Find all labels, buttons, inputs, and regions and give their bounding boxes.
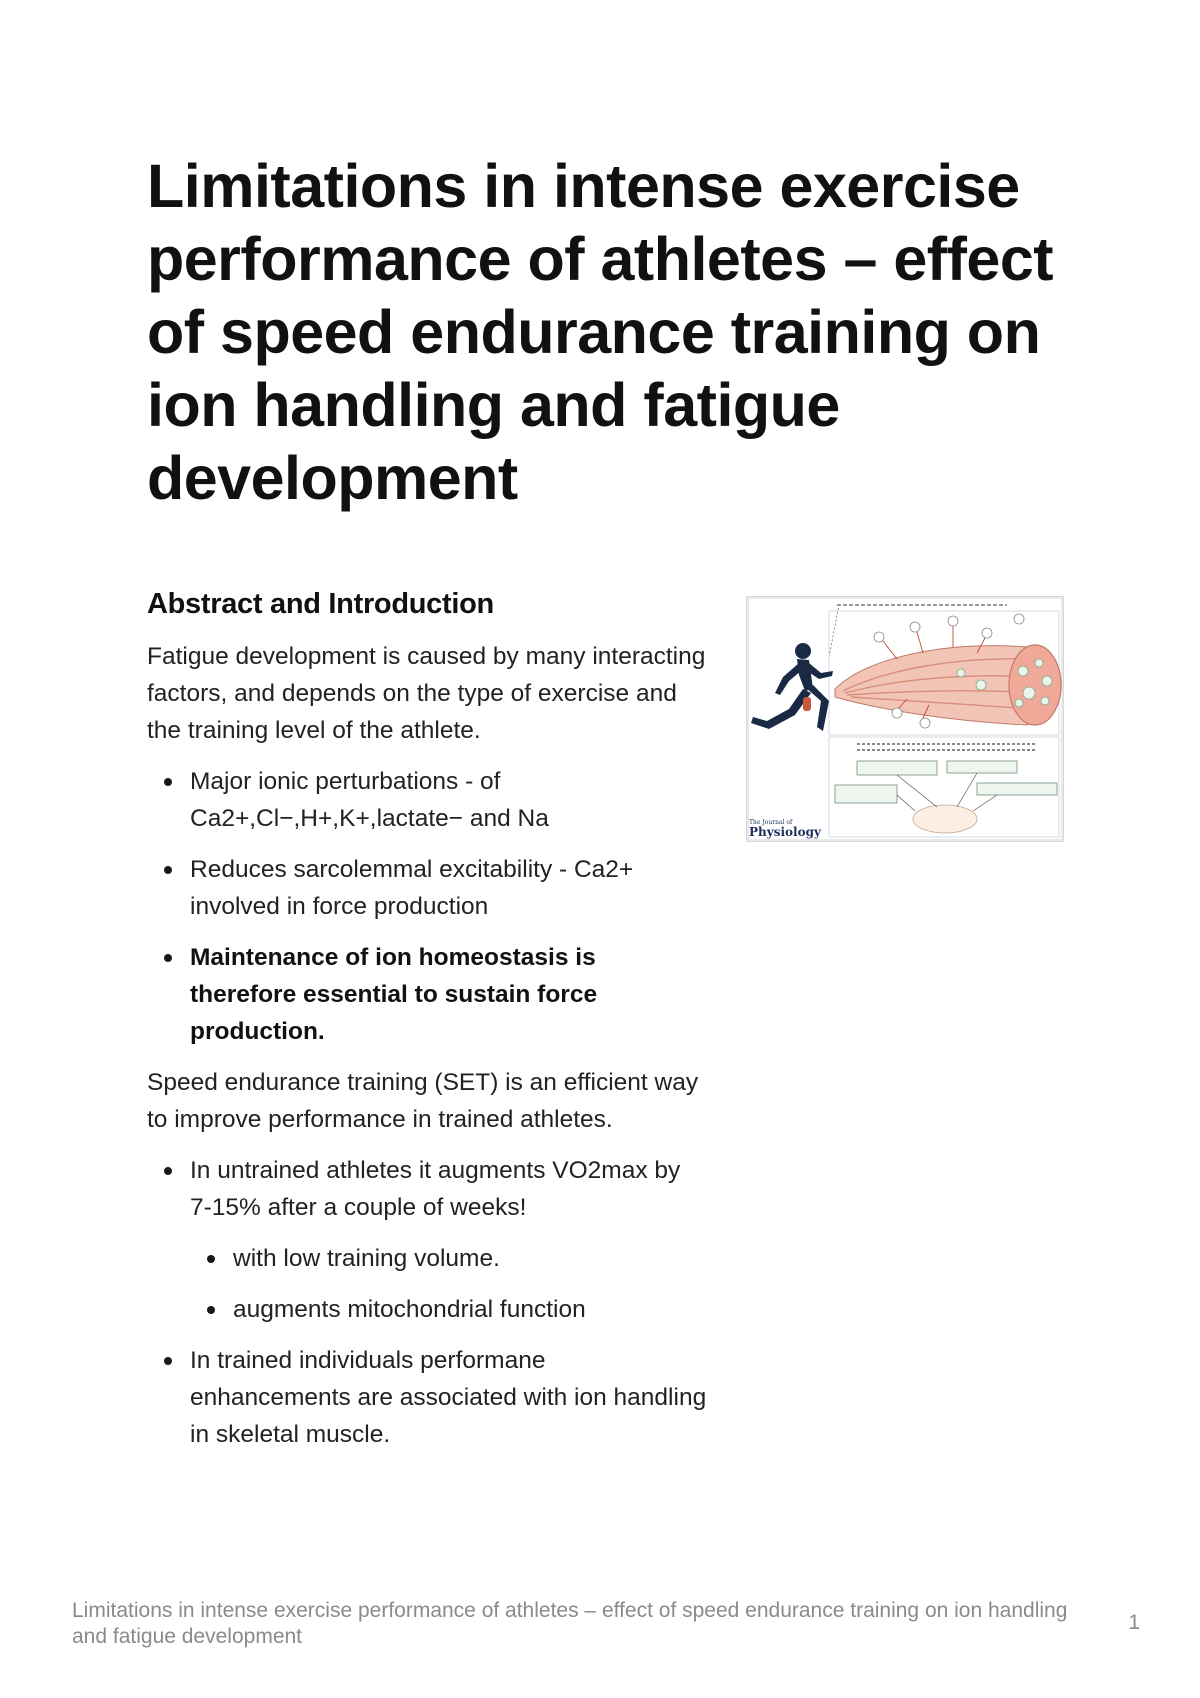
- footer-text: Limitations in intense exercise performance of athletes – effect of speed endurance training on ion handling and fatigue development: [72, 1599, 1068, 1648]
- list-item: Reduces sarcolemmal excitability - Ca2+ involved in force production: [190, 851, 707, 925]
- nested-list-item: augments mitochondrial function: [233, 1291, 707, 1328]
- list-item-text: In untrained athletes it augments VO2max by 7-15% after a couple of weeks!: [190, 1157, 681, 1221]
- paragraph: Fatigue development is caused by many interacting factors, and depends on the type of exercise and the training level of the athlete.: [147, 643, 706, 744]
- list-item: [190, 1152, 707, 1328]
- runner-muscle-fatigue-diagram-icon: [747, 597, 1063, 841]
- body-content: [147, 638, 707, 1467]
- bullet-list: [147, 763, 707, 1050]
- list-item: In trained individuals performane enhancements are associated with ion handling in skeletal muscle.: [190, 1342, 707, 1453]
- paragraph: Speed endurance training (SET) is an efficient way to improve performance in trained athletes.: [147, 1069, 699, 1133]
- list-item: Major ionic perturbations - of Ca2+,Cl−,H+,K+,lactate− and Na: [190, 763, 707, 837]
- page-number: 1: [1128, 1611, 1140, 1634]
- page-title: Limitations in intense exercise performance of athletes – effect of speed endurance training on ion handling and fatigue development: [147, 152, 1054, 512]
- list-item: Maintenance of ion homeostasis is therefore essential to sustain force production.: [190, 939, 707, 1050]
- nested-bullet-list: [190, 1240, 707, 1328]
- section-heading: Abstract and Introduction: [147, 588, 494, 620]
- bullet-list: [147, 1152, 707, 1453]
- figure-image: [746, 596, 1064, 842]
- nested-list-item: with low training volume.: [233, 1240, 707, 1277]
- journal-logo: The Journal of Physiology: [749, 819, 821, 839]
